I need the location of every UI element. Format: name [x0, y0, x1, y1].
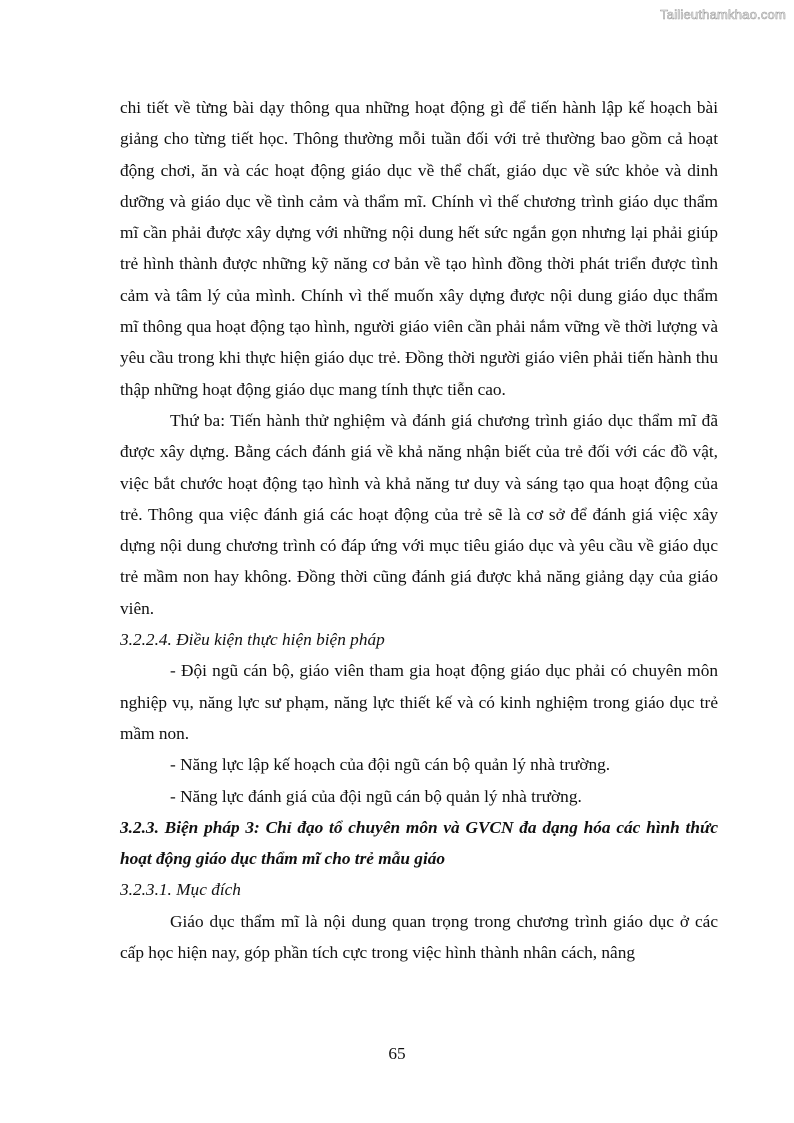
paragraph-step-three: Thứ ba: Tiến hành thử nghiệm và đánh giá chương trình giáo dục thẩm mĩ đã được xây dựng. Bằng cách đánh giá về khả năng nhận biết của trẻ đối với các đồ vật, việc bắt chước hoạt động tạo hình và khả năng tư duy và sáng tạo qua hoạt động của trẻ. Thông qua việc đánh giá các hoạt động của trẻ sẽ là cơ sở để đánh giá việc xây dựng nội dung chương trình có đáp ứng với mục tiêu giáo dục và yêu cầu về giáo dục trẻ mầm non hay không. Đồng thời cũng đánh giá được khả năng giảng dạy của giáo viên. [120, 410, 718, 618]
list-item-evaluation: - Năng lực đánh giá của đội ngũ cán bộ quản lý nhà trường. [170, 786, 582, 806]
watermark-text: Tailieuthamkhao.com [660, 7, 786, 22]
heading-3224: 3.2.2.4. Điều kiện thực hiện biện pháp [120, 630, 385, 650]
paragraph-plan-detail: chi tiết về từng bài dạy thông qua những hoạt động gì để tiến hành lập kế hoạch bài giảng cho từng tiết học. Thông thường mỗi tuần đối với trẻ thường bao gồm cả hoạt động chơi, ăn và các hoạt động giáo dục về thể chất, giáo dục về sức khỏe và dinh dưỡng và giáo dục về tình cảm và thẩm mĩ. Chính vì thế chương trình giáo dục thẩm mĩ cần phải được xây dựng với những nội dung hết sức ngắn gọn nhưng lại phải giúp trẻ hình thành được những kỹ năng cơ bản về tạo hình đồng thời phát triển được tình cảm và tâm lý của mình. Chính vì thế muốn xây dựng được nội dung giáo dục thẩm mĩ thông qua hoạt động tạo hình, người giáo viên cần phải nắm vững về thời lượng và yêu cầu trong khi thực hiện giáo dục trẻ. Đồng thời người giáo viên phải tiến hành thu thập những hoạt động giáo dục mang tính thực tiễn cao. [120, 98, 718, 399]
page-number: 65 [388, 1044, 406, 1063]
heading-3231: 3.2.3.1. Mục đích [120, 880, 241, 900]
heading-323: 3.2.3. Biện pháp 3: Chỉ đạo tổ chuyên môn và GVCN đa dạng hóa các hình thức hoạt động giáo dục thẩm mĩ cho trẻ mẫu giáo [120, 817, 718, 869]
list-item-planning: - Năng lực lập kế hoạch của đội ngũ cán bộ quản lý nhà trường. [170, 755, 611, 775]
page-body [120, 92, 718, 968]
paragraph-purpose: Giáo dục thẩm mĩ là nội dung quan trọng trong chương trình giáo dục ở các cấp học hiện nay, góp phần tích cực trong việc hình thành nhân cách, nâng [120, 911, 718, 963]
list-item-staff: - Đội ngũ cán bộ, giáo viên tham gia hoạt động giáo dục phải có chuyên môn nghiệp vụ, năng lực sư phạm, năng lực thiết kế và có kinh nghiệm trong giáo dục trẻ mầm non. [120, 661, 718, 743]
